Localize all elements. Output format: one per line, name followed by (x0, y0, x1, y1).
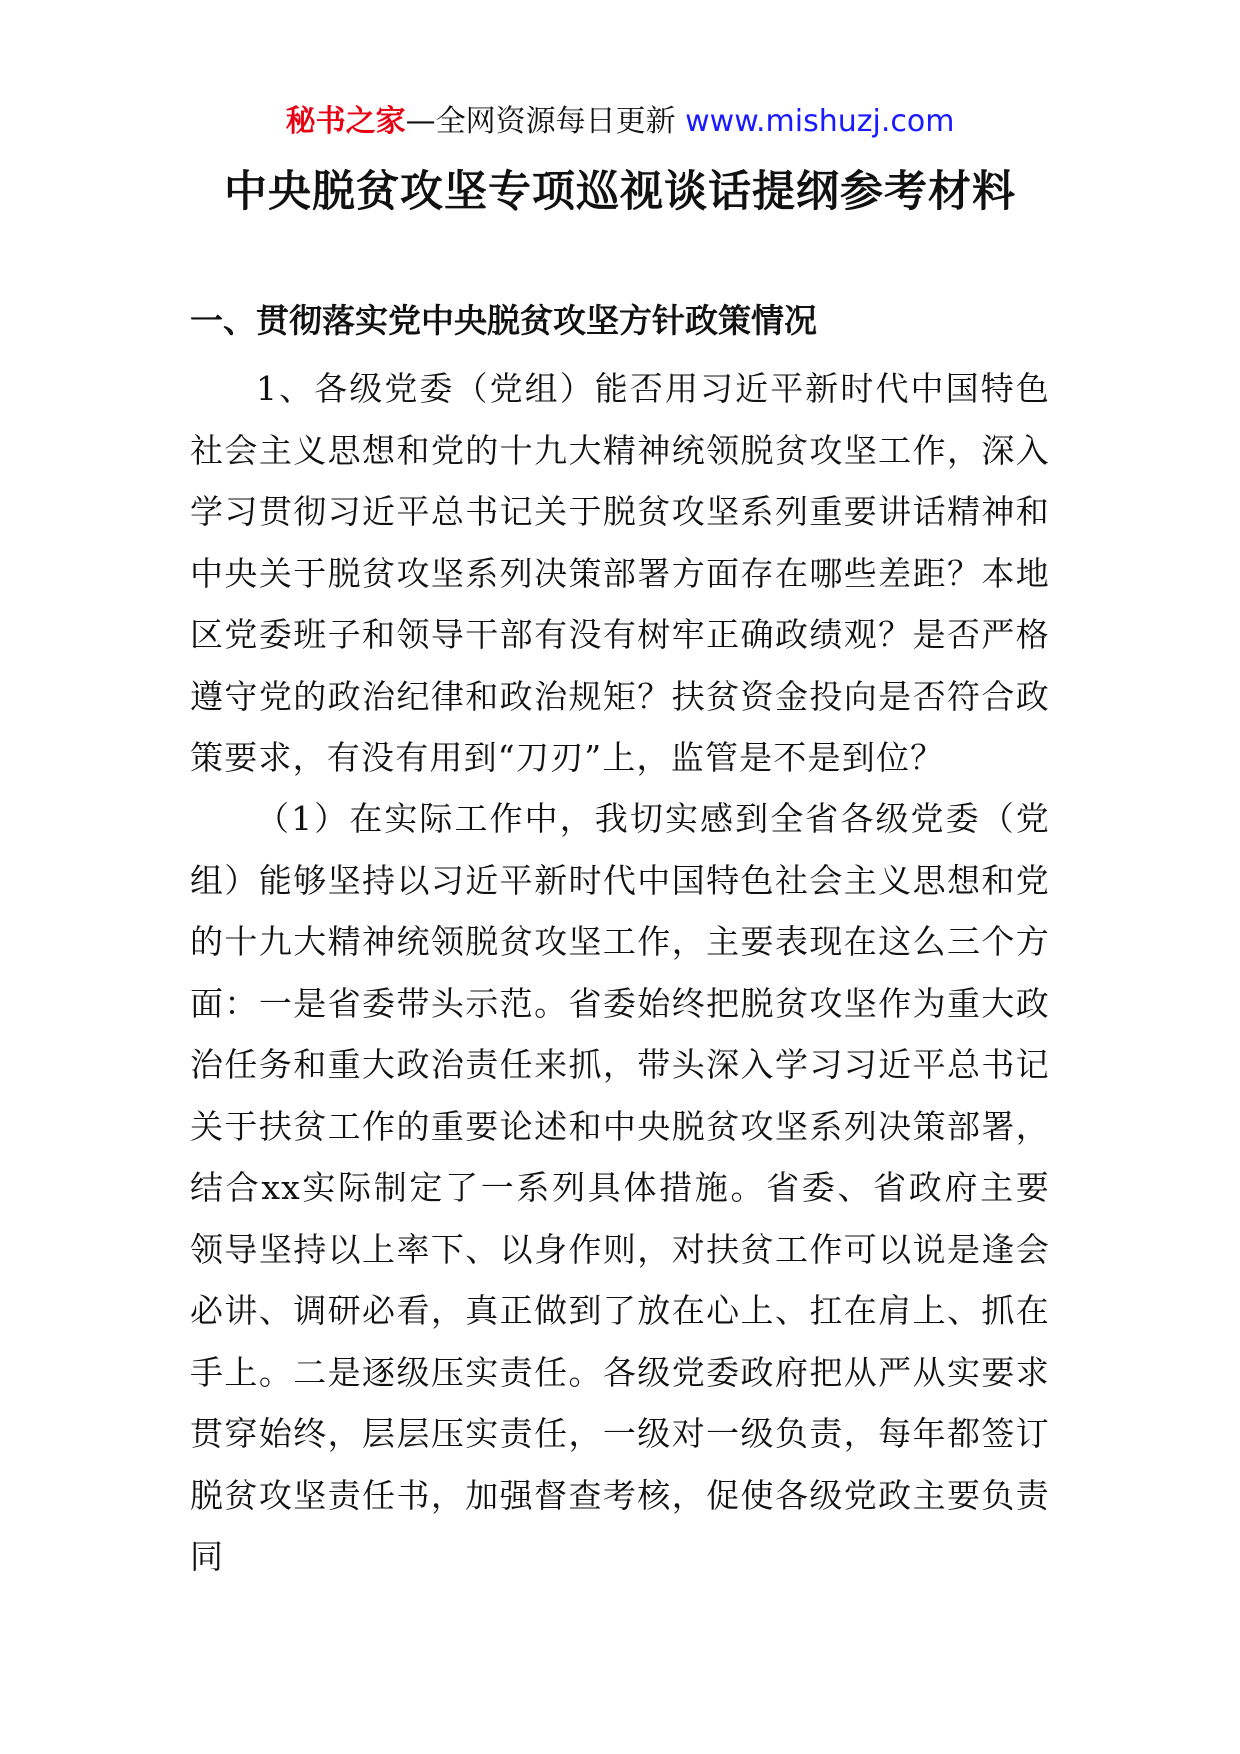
brand-name: 秘书之家 (285, 104, 406, 139)
body-paragraph: 1、各级党委（党组）能否用习近平新时代中国特色社会主义思想和党的十九大精神统领脱贫攻坚工作，深入学习贯彻习近平总书记关于脱贫攻坚系列重要讲话精神和中央关于脱贫攻坚系列决策部署方面存在哪些差距？本地区党委班子和领导干部有没有树牢正确政绩观？是否严格遵守党的政治纪律和政治规矩？扶贫资金投向是否符合政策要求，有没有用到“刀刃”上，监管是不是到位？ (190, 369, 1050, 777)
document-title: 中央脱贫攻坚专项巡视谈话提纲参考材料 (224, 167, 1016, 217)
body-paragraph: （1）在实际工作中，我切实感到全省各级党委（党组）能够坚持以习近平新时代中国特色社会主义思想和党的十九大精神统领脱贫攻坚工作，主要表现在这么三个方面：一是省委带头示范。省委始终把脱贫攻坚作为重大政治任务和重大政治责任来抓，带头深入学习习近平总书记关于扶贫工作的重要论述和中央脱贫攻坚系列决策部署，结合xx实际制定了一系列具体措施。省委、省政府主要领导坚持以上率下、以身作则，对扶贫工作可以说是逢会必讲、调研必看，真正做到了放在心上、扛在肩上、抓在手上。二是逐级压实责任。各级党委政府把从严从实要求贯穿始终，层层压实责任，一级对一级负责，每年都签订脱贫攻坚责任书，加强督查考核，促使各级党政主要负责同 (190, 799, 1050, 1576)
header-tagline: —全网资源每日更新 (405, 104, 686, 139)
site-url-link[interactable]: www.mishuzj.com (685, 104, 955, 139)
site-header (0, 100, 1240, 144)
section-heading: 一、贯彻落实党中央脱贫攻坚方针政策情况 (190, 301, 817, 340)
